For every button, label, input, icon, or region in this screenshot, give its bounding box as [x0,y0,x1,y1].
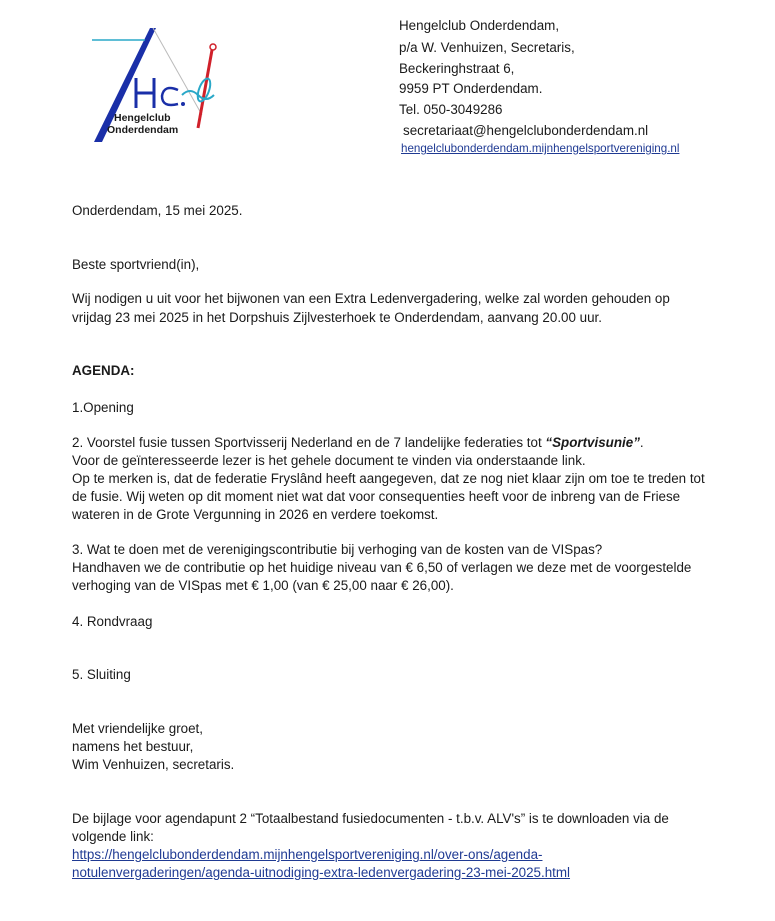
agenda-item-2-end: . [639,435,644,450]
agenda-item-2-line: Voor de geïnteresseerde lezer is het gehele document te vinden via onderstaande link. [72,453,586,468]
agenda-item-2-line: wateren in de Grote Vergunning in 2026 en verdere toekomst. [72,507,439,522]
agenda-item-2-line: de fusie. Wij weten op dit moment niet wat dat voor consequenties heeft voor de inbreng van de Friese [72,489,681,504]
intro-line-1: Wij nodigen u uit voor het bijwonen van een Extra Ledenvergadering, welke zal worden gehouden op [72,291,670,306]
sportvisunie-emphasis: “Sportvisunie” [545,435,640,450]
email-address: secretariaat@hengelclubonderdendam.nl [403,123,649,138]
club-name: Hengelclub Onderdendam, [399,18,560,33]
attachment-line: De bijlage voor agendapunt 2 “Totaalbestand fusiedocumenten - t.b.v. ALV's” is te downloaden via de [72,811,669,826]
download-link[interactable]: https://hengelclubonderdendam.mijnhengelsportvereniging.nl/over-ons/agenda- [72,847,543,862]
download-link[interactable]: notulenvergaderingen/agenda-uitnodiging-extra-ledenvergadering-23-mei-2025.html [72,865,571,880]
agenda-item-5: 5. Sluiting [72,667,131,682]
agenda-heading: AGENDA: [72,363,135,378]
intro-line-2: vrijdag 23 mei 2025 in het Dorpshuis Zijlvesterhoek te Onderdendam, aanvang 20.00 uur. [72,310,602,325]
attachment-line: volgende link: [72,829,154,844]
salutation: Beste sportvriend(in), [72,257,200,272]
agenda-item-4: 4. Rondvraag [72,614,153,629]
street-address: Beckeringhstraat 6, [399,61,515,76]
agenda-item-3-line: Handhaven we de contributie op het huidige niveau van € 6,50 of verlagen we deze met de voorgestelde [72,560,692,575]
phone-number: Tel. 050-3049286 [399,102,503,117]
attention-line: p/a W. Venhuizen, Secretaris, [399,40,575,55]
agenda-item-3-line: verhoging van de VISpas met € 1,00 (van € 25,00 naar € 26,00). [72,578,454,593]
agenda-item-2-title [72,435,644,450]
postal-city: 9959 PT Onderdendam. [399,81,543,96]
closing-line: Met vriendelijke groet, [72,721,203,736]
letter-date: Onderdendam, 15 mei 2025. [72,203,243,218]
logo-line-1: Hengelclub [114,112,171,124]
agenda-item-2-lead: 2. Voorstel fusie tussen Sportvisserij Nederland en de 7 landelijke federaties tot [72,435,546,450]
agenda-item-1: 1.Opening [72,400,134,415]
agenda-item-2-line: Op te merken is, dat de federatie Fryslând heeft aangegeven, dat ze nog niet klaar zijn om toe te treden tot [72,471,705,486]
agenda-item-3-title: 3. Wat te doen met de verenigingscontributie bij verhoging van de kosten van de VISpas? [72,542,603,557]
signature-line: Wim Venhuizen, secretaris. [72,757,235,772]
website-link[interactable]: hengelclubonderdendam.mijnhengelsportvereniging.nl [401,142,680,155]
closing-line: namens het bestuur, [72,739,194,754]
club-logo [90,20,230,145]
logo-line-2: Onderdendam [107,124,179,136]
